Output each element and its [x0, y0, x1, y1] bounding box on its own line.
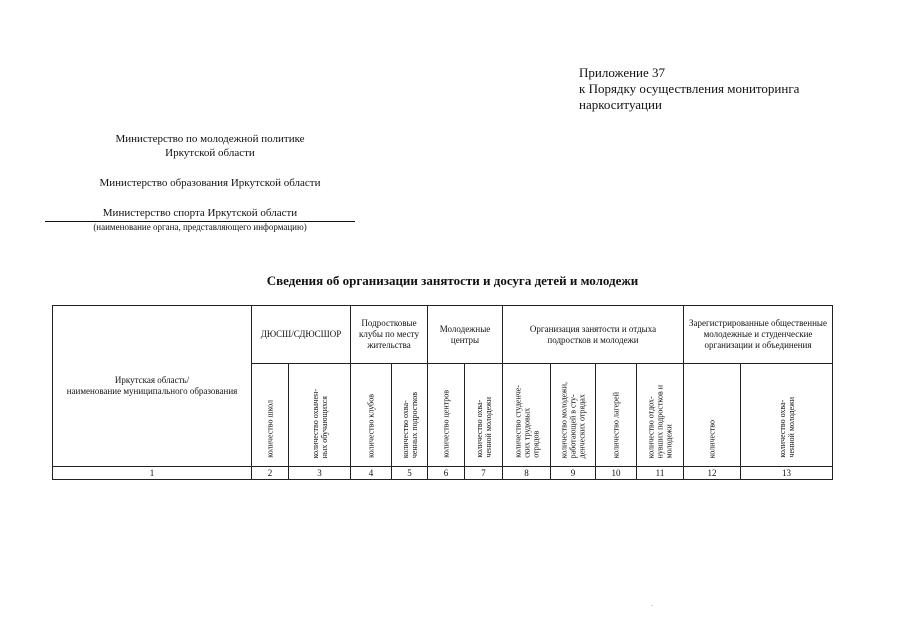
report-table: [52, 305, 833, 480]
col-organizations-youth-covered: [741, 364, 833, 467]
col-camps-count: [596, 364, 637, 467]
col-teens-covered-label: количество охва- ченных подростков: [400, 391, 419, 458]
group-employment-recreation: [503, 306, 684, 364]
col-camps-count-label: количество лагерей: [611, 391, 621, 458]
ministry-youth-policy: [40, 132, 380, 160]
municipality-header: [53, 306, 252, 467]
col-rested-youth-label: количество отдох- нувших подростков и молодежи: [646, 384, 674, 458]
appendix-line-1: Приложение 37: [579, 65, 666, 80]
group-teen-clubs: [351, 306, 428, 364]
col-organizations-youth-covered-label: количество охва- ченной молодежи: [777, 397, 796, 458]
column-number: 4: [351, 467, 392, 480]
column-numbers-row: [53, 467, 833, 480]
group-sport-schools-label: ДЮСШ/СДЮСШОР: [260, 329, 342, 339]
group-youth-centers: [428, 306, 503, 364]
col-centers-count: [428, 364, 465, 467]
col-clubs-count: [351, 364, 392, 467]
column-number: 7: [465, 467, 503, 480]
municipality-header-line-1: Иркутская область/: [114, 375, 190, 385]
col-clubs-count-label: количество клубов: [366, 394, 376, 458]
col-organizations-count-label: количество: [707, 419, 717, 458]
col-students-covered-label: количество охвачен- ных обучающихся: [310, 388, 329, 458]
organization-caption: (наименование органа, представляющего информацию): [93, 222, 307, 232]
col-rested-youth: [637, 364, 684, 467]
column-number: 6: [428, 467, 465, 480]
group-public-organizations-label: Зарегистрированные общественные молодежные и студенческие организации и объединения: [689, 318, 827, 350]
col-youth-in-student-units: [551, 364, 596, 467]
group-employment-recreation-label: Организация занятости и отдыха подростков и молодежи: [529, 323, 657, 345]
group-public-organizations: [684, 306, 833, 364]
group-teen-clubs-label: Подростковые клубы по месту жительства: [359, 318, 419, 350]
col-students-covered: [289, 364, 351, 467]
column-number: 5: [392, 467, 428, 480]
col-centers-count-label: количество центров: [441, 390, 451, 458]
ministry-education: Министерство образования Иркутской области: [99, 177, 321, 189]
appendix-line-2: к Порядку осуществления мониторинга: [579, 81, 800, 96]
col-youth-covered-label: количество охва- ченной молодежи: [474, 397, 493, 458]
group-sport-schools: [252, 306, 351, 364]
column-number: 1: [53, 467, 252, 480]
column-number: 12: [684, 467, 741, 480]
ministry-youth-policy-line-1: Министерство по молодежной политике: [115, 133, 305, 145]
column-number: 10: [596, 467, 637, 480]
ministry-sport: Министерство спорта Иркутской области: [45, 206, 355, 222]
column-number: 3: [289, 467, 351, 480]
municipality-header-line-2: наименование муниципального образования: [66, 386, 238, 396]
column-number: 11: [637, 467, 684, 480]
col-teens-covered: [392, 364, 428, 467]
column-number: 2: [252, 467, 289, 480]
col-youth-covered: [465, 364, 503, 467]
col-schools-count: [252, 364, 289, 467]
column-number: 8: [503, 467, 551, 480]
col-youth-in-student-units-label: количество молодежи, работающей в сту- денческих отрядах: [559, 381, 587, 458]
column-number: 9: [551, 467, 596, 480]
scan-speck: ·: [651, 602, 654, 610]
col-organizations-count: [684, 364, 741, 467]
ministry-youth-policy-line-2: Иркутской области: [165, 147, 255, 159]
col-student-labor-units-label: количество студенче- ских трудовых отрядов: [513, 385, 540, 458]
document-title: Сведения об организации занятости и досуга детей и молодежи: [266, 273, 639, 288]
col-schools-count-label: количество школ: [265, 400, 275, 458]
column-number: 13: [741, 467, 833, 480]
col-student-labor-units: [503, 364, 551, 467]
appendix-line-3: наркоситуации: [579, 97, 662, 112]
group-youth-centers-label: Молодежные центры: [439, 323, 491, 345]
appendix-note: [579, 65, 879, 113]
